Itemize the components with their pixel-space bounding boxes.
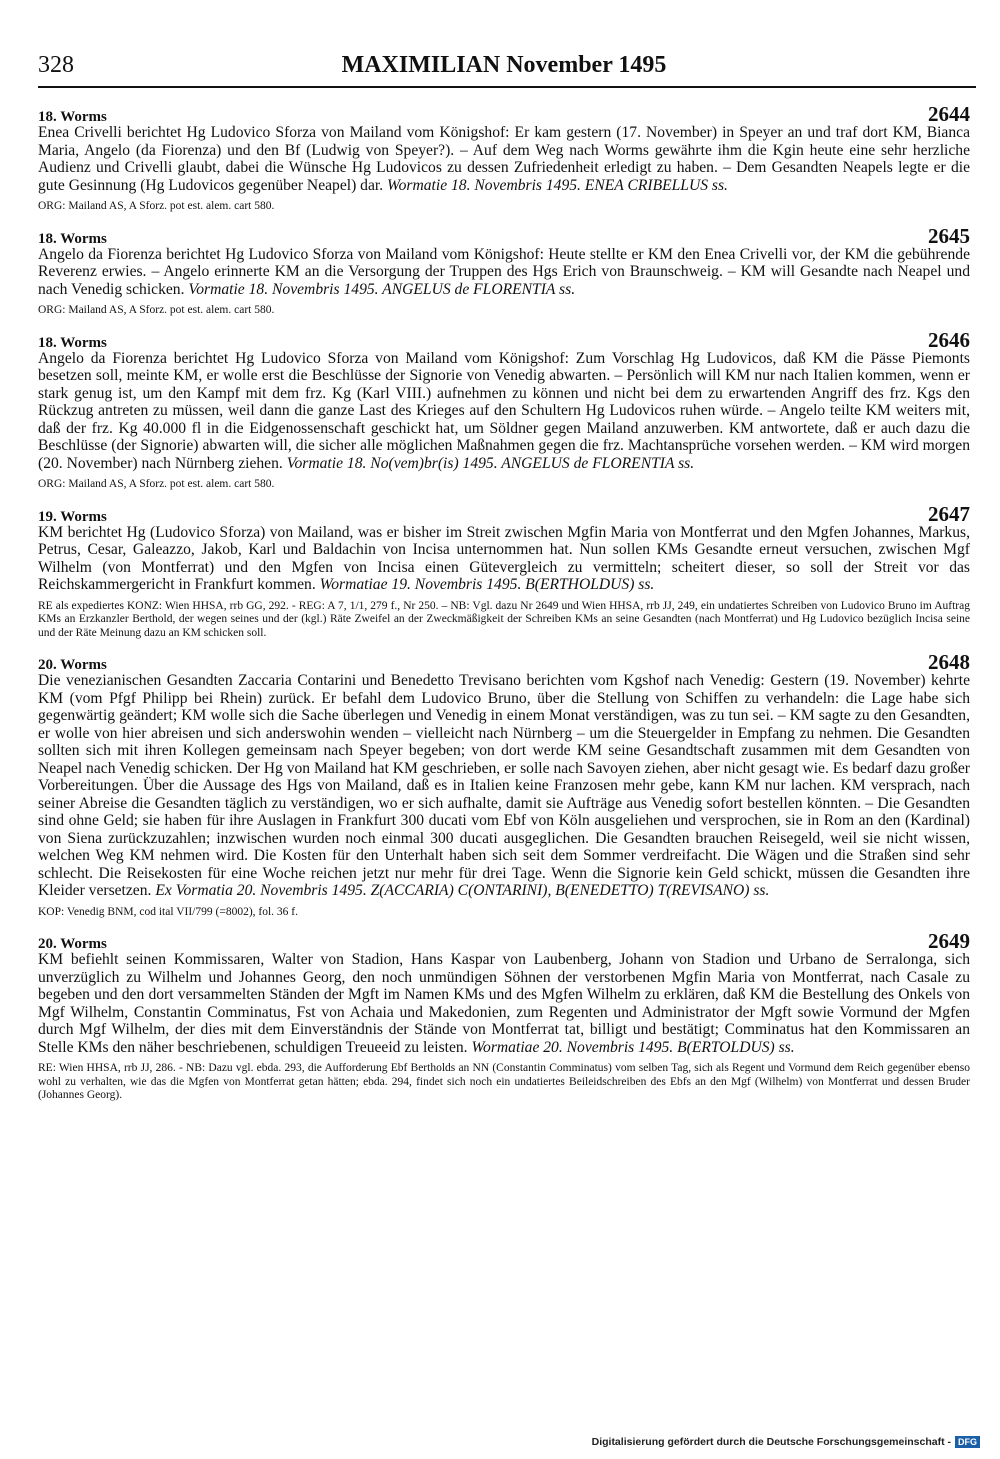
entry-number: 2644: [928, 102, 970, 126]
entry: [38, 929, 970, 1103]
entry-number: 2645: [928, 223, 970, 248]
entry: [38, 102, 970, 214]
entry-head: [38, 502, 970, 524]
entry-head: [38, 328, 970, 350]
entry-closing: Vormatie 18. Novembris 1495. ANGELUS de FLORENTIA ss.: [188, 280, 576, 298]
page-header: [38, 52, 970, 92]
entry-head: [38, 650, 970, 672]
entry-body: [38, 951, 970, 1056]
entry-head: [38, 224, 970, 246]
entry-body: [38, 246, 970, 299]
entry-number: 2647: [928, 501, 970, 526]
entry-source: ORG: Mailand AS, A Sforz. pot est. alem. cart 580.: [38, 478, 275, 490]
entry-text: Angelo da Fiorenza berichtet Hg Ludovico Sforza von Mailand vom Königshof: Heute stellte er KM den Enea Crivelli vor, der KM die gebührende Reverenz erwies. – Angelo erinnerte KM an die Versorgung der Truppen des Hgs Erich von Braunschweig. – KM will Gesandte nach Neapel und nach Venedig schicken.: [38, 245, 970, 298]
header-rule: [38, 86, 976, 88]
entry-closing: Wormatie 18. Novembris 1495. ENEA CRIBELLUS ss.: [387, 176, 728, 194]
entry-text: Enea Crivelli berichtet Hg Ludovico Sforza von Mailand vom Königshof: Er kam gestern (17. November) in Speyer an und traf dort KM, Bianca Maria, Angelo (da Fiorenza) und den Bf (Ludwig von Speyer?). – Auf dem Weg nach Worms gewährte ihm die Kgin heute eine sehr herzliche Audienz und Crivelli glaubt, dabei die Wünsche Hg Ludovicos zu dessen Zufriedenheit erledigt zu haben. – Dem Gesandten Neapels legte er die gute Gesinnung (Hg Ludovicos gegenüber Neapel) dar.: [38, 124, 970, 194]
entries-list: [38, 102, 970, 1103]
entry-body: [38, 672, 970, 900]
entry-closing: Wormatiae 19. Novembris 1495. B(ERTHOLDUS) ss.: [319, 576, 655, 593]
entry-body: [38, 124, 970, 194]
running-title: MAXIMILIAN November 1495: [341, 52, 667, 78]
entry: [38, 328, 970, 492]
document-page: [38, 52, 970, 1103]
entry-head: [38, 102, 970, 124]
entry-text: KM befiehlt seinen Kommissaren, Walter von Stadion, Hans Kaspar von Laubenberg, Johann von Stadion und Urbano de Serralonga, sich unverzüglich zu Wilhelm und Johannes Georg, den noch unmündigen Söhnen der verstorbenen Mgfin Maria von Montferrat, nach Casale zu begeben und den dort versammelten Ständen der Mgft im Namen KMs und des Mgfen Wilhelm zu erklären, daß KM die Bestellung des Onkels von Mgf Wilhelm, Constantin Comminatus, Fst von Achaia und Makedonien, zum Regenten und Administrator der Mgft sowie Vormund der Mgfen durch Mgf Wilhelm, der dies mit dem Einverständnis der Stände von Montferrat tat, billigt und bestätigt; Comminatus hat den Kommissaren an Stelle KMs den näher beschriebenen, schuldigen Treueeid zu leisten.: [38, 951, 970, 1056]
entry-date: 18. Worms: [38, 334, 107, 351]
entry-closing: Ex Vormatia 20. Novembris 1495. Z(ACCARIA) C(ONTARINI), B(ENEDETTO) T(REVISANO) ss.: [155, 882, 770, 899]
entry-date: 20. Worms: [38, 936, 107, 952]
entry-text: Die venezianischen Gesandten Zaccaria Contarini und Benedetto Trevisano berichten vom Kgshof nach Venedig: Gestern (19. November) kehrte KM (vom Pfgf Philipp bei Rhein) zurück. Er befahl dem Ludovico Bruno, über die Stellung von Schiffen zu verhandeln: die Lage habe sich gegenwärtig geändert; KM wolle sich die Sache überlegen und Venedig in einem Monat verständigen, was zu tun sei. – KM sagte zu den Gesandten, er wolle von hier abreisen und sich anderswohin wenden – vielleicht nach Nürnberg – um die Steuergelder in Empfang zu nehmen. Die Gesandten sollten sich mit ihren Kollegen gemeinsam nach Speyer begeben; von dort werde KM seine Gesandtschaft zusammen mit dem Gesandten von Neapel nach Venedig schicken. Der Hg von Mailand hat KM geschrieben, er solle nach Savoyen ziehen, aber nicht gesagt wie. Es bedarf dazu großer Vorbereitungen. Über die Aussage des Hgs von Mailand, daß es in Italien keine Franzosen mehr gebe, kann KM nur lachen. KM versprach, nach seiner Abreise die Gesandten täglich zu verständigen, wo er sich aufhalte, damit sie Aufträge aus Venedig sofort bestellen könnten. – Die Gesandten sind ohne Geld; sie haben für ihre Auslagen in Frankfurt 300 ducati vom Ebf von Köln ausgeliehen und versprochen, sie in Rom an den (Kardinal) von Siena zurückzuzahlen; inzwischen wurden noch einmal 300 ducati ausgeglichen. Die Gesandten brauchen Reisegeld, weil sie nicht wissen, welchen Weg KM nehmen wird. Die Kosten für den Unterhalt haben sich seit dem Sommer verdreifacht. Die Wägen und die Straßen sind sehr schlecht. Die Reisekosten für eine Woche reichen jetzt nur mehr für drei Tage. Wenn die Signorie kein Geld schickt, müssen die Gesandten ihre Kleider versetzen.: [38, 672, 970, 899]
entry-text: KM berichtet Hg (Ludovico Sforza) von Mailand, was er bisher im Streit zwischen Mgfin Maria von Montferrat und den Mgfen Johannes, Markus, Petrus, Cesar, Galeazzo, Jakob, Karl und Baldachin von Incisa unternommen hat. Nun sollen KMs Gesandte erneut versuchen, zwischen Mgf Wilhelm (von Montferrat) und den Mgfen von Incisa einen Gütevergleich zu vermitteln; scheitert dieser, so soll der Streit vor das Reichskammergericht in Frankfurt kommen.: [38, 523, 970, 593]
entry-head: [38, 929, 970, 951]
entry-source: ORG: Mailand AS, A Sforz. pot est. alem. cart 580.: [38, 304, 275, 316]
entry-number: 2648: [928, 650, 970, 674]
entry-date: 18. Worms: [38, 109, 107, 125]
credit-text: Digitalisierung gefördert durch die Deutsche Forschungsgemeinschaft -: [591, 1436, 951, 1448]
entry-number: 2646: [928, 327, 970, 352]
entry-body: [38, 524, 970, 594]
entry: [38, 224, 970, 318]
entry: [38, 650, 970, 919]
entry-text: Angelo da Fiorenza berichtet Hg Ludovico Sforza von Mailand vom Königshof: Zum Vorschlag Hg Ludovicos, daß KM die Pässe Piemonts besetzen soll, meinte KM, er wolle erst die Beschlüsse der Signorie von Venedig abwarten. – Persönlich will KM nur nach Italien kommen, wenn er stark genug ist, um den Kampf mit dem frz. Kg (Karl VIII.) aufnehmen zu können und nicht bei dem zu erwartenden Angriff des frz. Kgs den Rückzug antreten zu müssen, weil dann die ganze Last des Krieges auf den Schultern Hg Ludovicos ruhen würde. – Angelo teilte KM weiters mit, daß der frz. Kg 40.000 fl in die Eidgenossenschaft geschickt hat, um Söldner gegen Mailand anzuwerben. KM antwortete, daß er auch dazu die Beschlüsse (der Signorie) abwarten will, die sicher alle möglichen Maßnahmen gegen die frz. Machtansprüche vorsehen werden. – KM wird morgen (20. November) nach Nürnberg ziehen.: [38, 349, 970, 472]
entry-source: RE: Wien HHSA, rrb JJ, 286. - NB: Dazu vgl. ebda. 293, die Aufforderung Ebf Bertholds an NN (Constantin Comminatus) vom selben Tag, sich als Regent und Vormund dem Reich gegenüber ebenso wohl zu verhalten, wie das die Mgfen von Montferrat getan hätten; ebda. 294, findet sich noch ein undatiertes Beileidschreiben des Ebfs an den Mgf (Wilhelm) von Montferrat und dessen Bruder (Johannes Georg).: [38, 1062, 970, 1101]
entry-date: 18. Worms: [38, 230, 107, 247]
dfg-logo: DFG: [955, 1436, 980, 1448]
entry-source: RE als expediertes KONZ: Wien HHSA, rrb GG, 292. - REG: A 7, 1/1, 279 f., Nr 250. – NB: Vgl. dazu Nr 2649 und Wien HHSA, rrb JJ, 249, ein undatiertes Schreiben von Ludovico Bruno im Auftrag KMs an Erzkanzler Berthold, der wegen seines und der (kgl.) Räte Zweifel an der Zweckmäßigkeit der Schreiben KMs an seine Gesandten (nach Montferrat) und Hg Ludovico bezüglich Incisa seine und der Räte Meinung dazu an KM schicken soll.: [38, 599, 970, 639]
digitization-credit: [592, 1436, 980, 1448]
entry-closing: Vormatie 18. No(vem)br(is) 1495. ANGELUS de FLORENTIA ss.: [286, 454, 695, 472]
entry-closing: Wormatiae 20. Novembris 1495. B(ERTOLDUS) ss.: [471, 1038, 795, 1056]
entry-date: 19. Worms: [38, 508, 107, 525]
page-number: 328: [38, 52, 74, 78]
entry-body: [38, 350, 970, 473]
entry: [38, 502, 970, 641]
entry-source: KOP: Venedig BNM, cod ital VII/799 (=8002), fol. 36 f.: [38, 905, 298, 918]
entry-number: 2649: [928, 929, 970, 953]
entry-date: 20. Worms: [38, 657, 107, 673]
entry-source: ORG: Mailand AS, A Sforz. pot est. alem. cart 580.: [38, 200, 275, 212]
